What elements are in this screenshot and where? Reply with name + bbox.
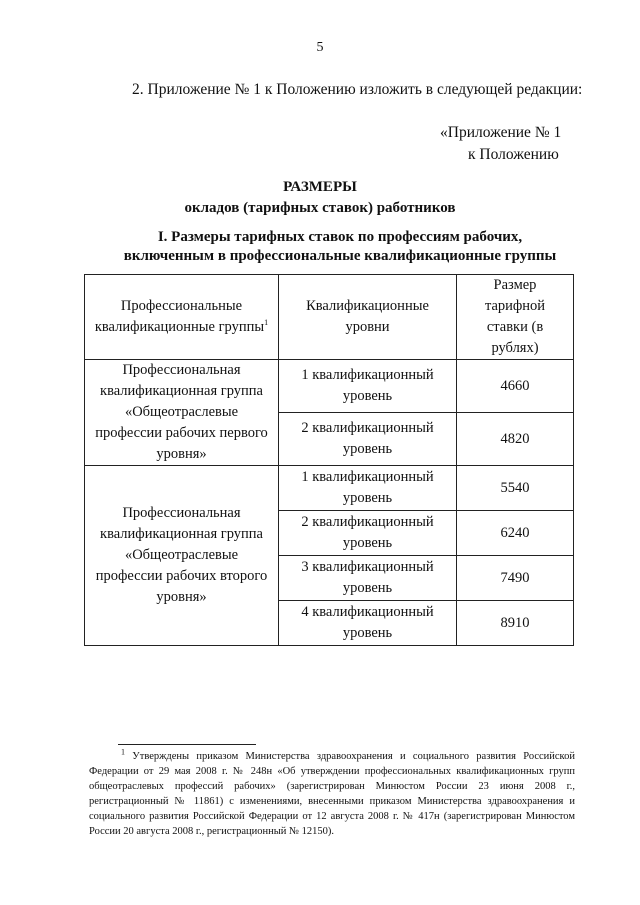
footnote-text: Утверждены приказом Министерства здравоохранения и социального развития Российской Федерации от 29 мая 2008 г. № 248н «Об утверждении профессиональных квалификационных групп общеотраслевых профессий рабочих» (зарегистрирован Минюстом России 23 июня 2008 г., регистрационный № 11861) с изменениями, внесенными приказом Министерства здравоохранения и социального развития Российской Федерации от 12 августа 2008 г. № 417н (зарегистрирован Минюстом России 20 августа 2008 г., регистрационный № 12150). <box>89 751 575 837</box>
group-name-cell: Профессиональная квалификационная группа «Общеотраслевые профессии рабочих первого уровня» <box>85 360 279 466</box>
intro-paragraph: 2. Приложение № 1 к Положению изложить в следующей редакции: <box>132 81 583 98</box>
page-number: 5 <box>316 40 324 55</box>
level-cell: 2 квалификационный уровень <box>279 511 457 556</box>
rate-cell: 8910 <box>457 601 574 646</box>
section-heading-line2: включенным в профессиональные квалификационные группы <box>123 248 557 264</box>
header-footnote-ref: 1 <box>264 318 269 328</box>
appendix-reference <box>440 122 561 166</box>
document-title <box>0 177 640 219</box>
header-group-label: Профессиональные квалификационные группы <box>94 298 265 335</box>
rate-cell: 7490 <box>457 556 574 601</box>
table-header-row <box>85 275 574 360</box>
header-group <box>85 275 279 360</box>
section-heading-line1: I. Размеры тарифных ставок по профессиям рабочих, <box>157 229 523 245</box>
level-cell: 2 квалификационный уровень <box>279 413 457 466</box>
rate-cell: 4660 <box>457 360 574 413</box>
appendix-ref-line2: к Положению <box>468 146 559 163</box>
footnote <box>89 749 575 839</box>
footnote-marker: 1 <box>121 747 125 757</box>
level-cell: 3 квалификационный уровень <box>279 556 457 601</box>
appendix-ref-line1: «Приложение № 1 <box>440 124 562 141</box>
header-rate: Размер тарифной ставки (в рублях) <box>457 275 574 360</box>
footnote-divider <box>118 744 256 745</box>
tariff-rates-table <box>84 274 574 646</box>
title-line1: РАЗМЕРЫ <box>283 179 357 195</box>
table-row <box>85 360 574 413</box>
rate-cell: 4820 <box>457 413 574 466</box>
table-row <box>85 466 574 511</box>
level-cell: 1 квалификационный уровень <box>279 466 457 511</box>
section-heading <box>80 228 600 266</box>
level-cell: 4 квалификационный уровень <box>279 601 457 646</box>
level-cell: 1 квалификационный уровень <box>279 360 457 413</box>
title-line2: окладов (тарифных ставок) работников <box>184 200 456 216</box>
header-level: Квалификационные уровни <box>279 275 457 360</box>
rate-cell: 6240 <box>457 511 574 556</box>
group-name-cell: Профессиональная квалификационная группа «Общеотраслевые профессии рабочих второго уровня» <box>85 466 279 646</box>
rate-cell: 5540 <box>457 466 574 511</box>
